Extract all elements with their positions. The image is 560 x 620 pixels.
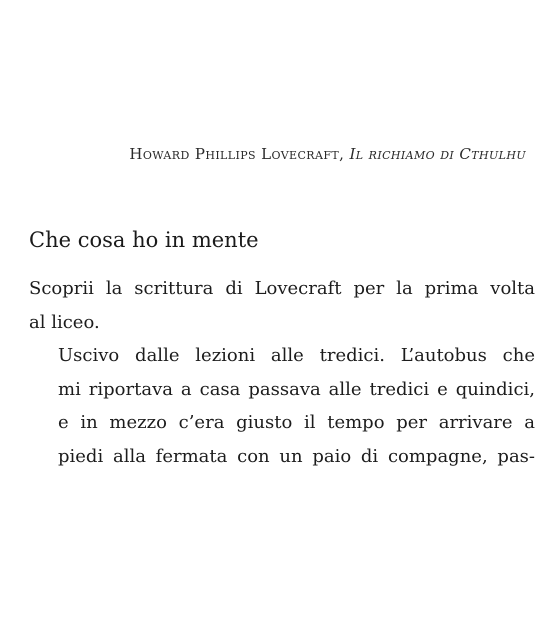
text-line: al liceo.: [29, 311, 100, 333]
body-text: [29, 272, 535, 473]
text-line: e in mezzo c’era giusto il tempo per arrivare a: [58, 412, 535, 433]
epigraph-attribution: [129, 145, 526, 163]
text-line: Uscivo dalle lezioni alle tredici. L’autobus che: [58, 345, 535, 366]
paragraph: [29, 339, 535, 473]
text-line: mi riportava a casa passava alle tredici e quindici,: [58, 378, 535, 400]
epigraph-work-title: Il richiamo di Cthulhu: [349, 145, 526, 163]
epigraph-author: Howard Phillips Lovecraft,: [129, 145, 345, 163]
paragraph: [29, 272, 535, 339]
text-line: Scoprii la scrittura di Lovecraft per la prima volta: [29, 278, 535, 299]
text-line: piedi alla fermata con un paio di compagne, pas-: [58, 445, 535, 467]
section-heading: Che cosa ho in mente: [29, 228, 259, 252]
